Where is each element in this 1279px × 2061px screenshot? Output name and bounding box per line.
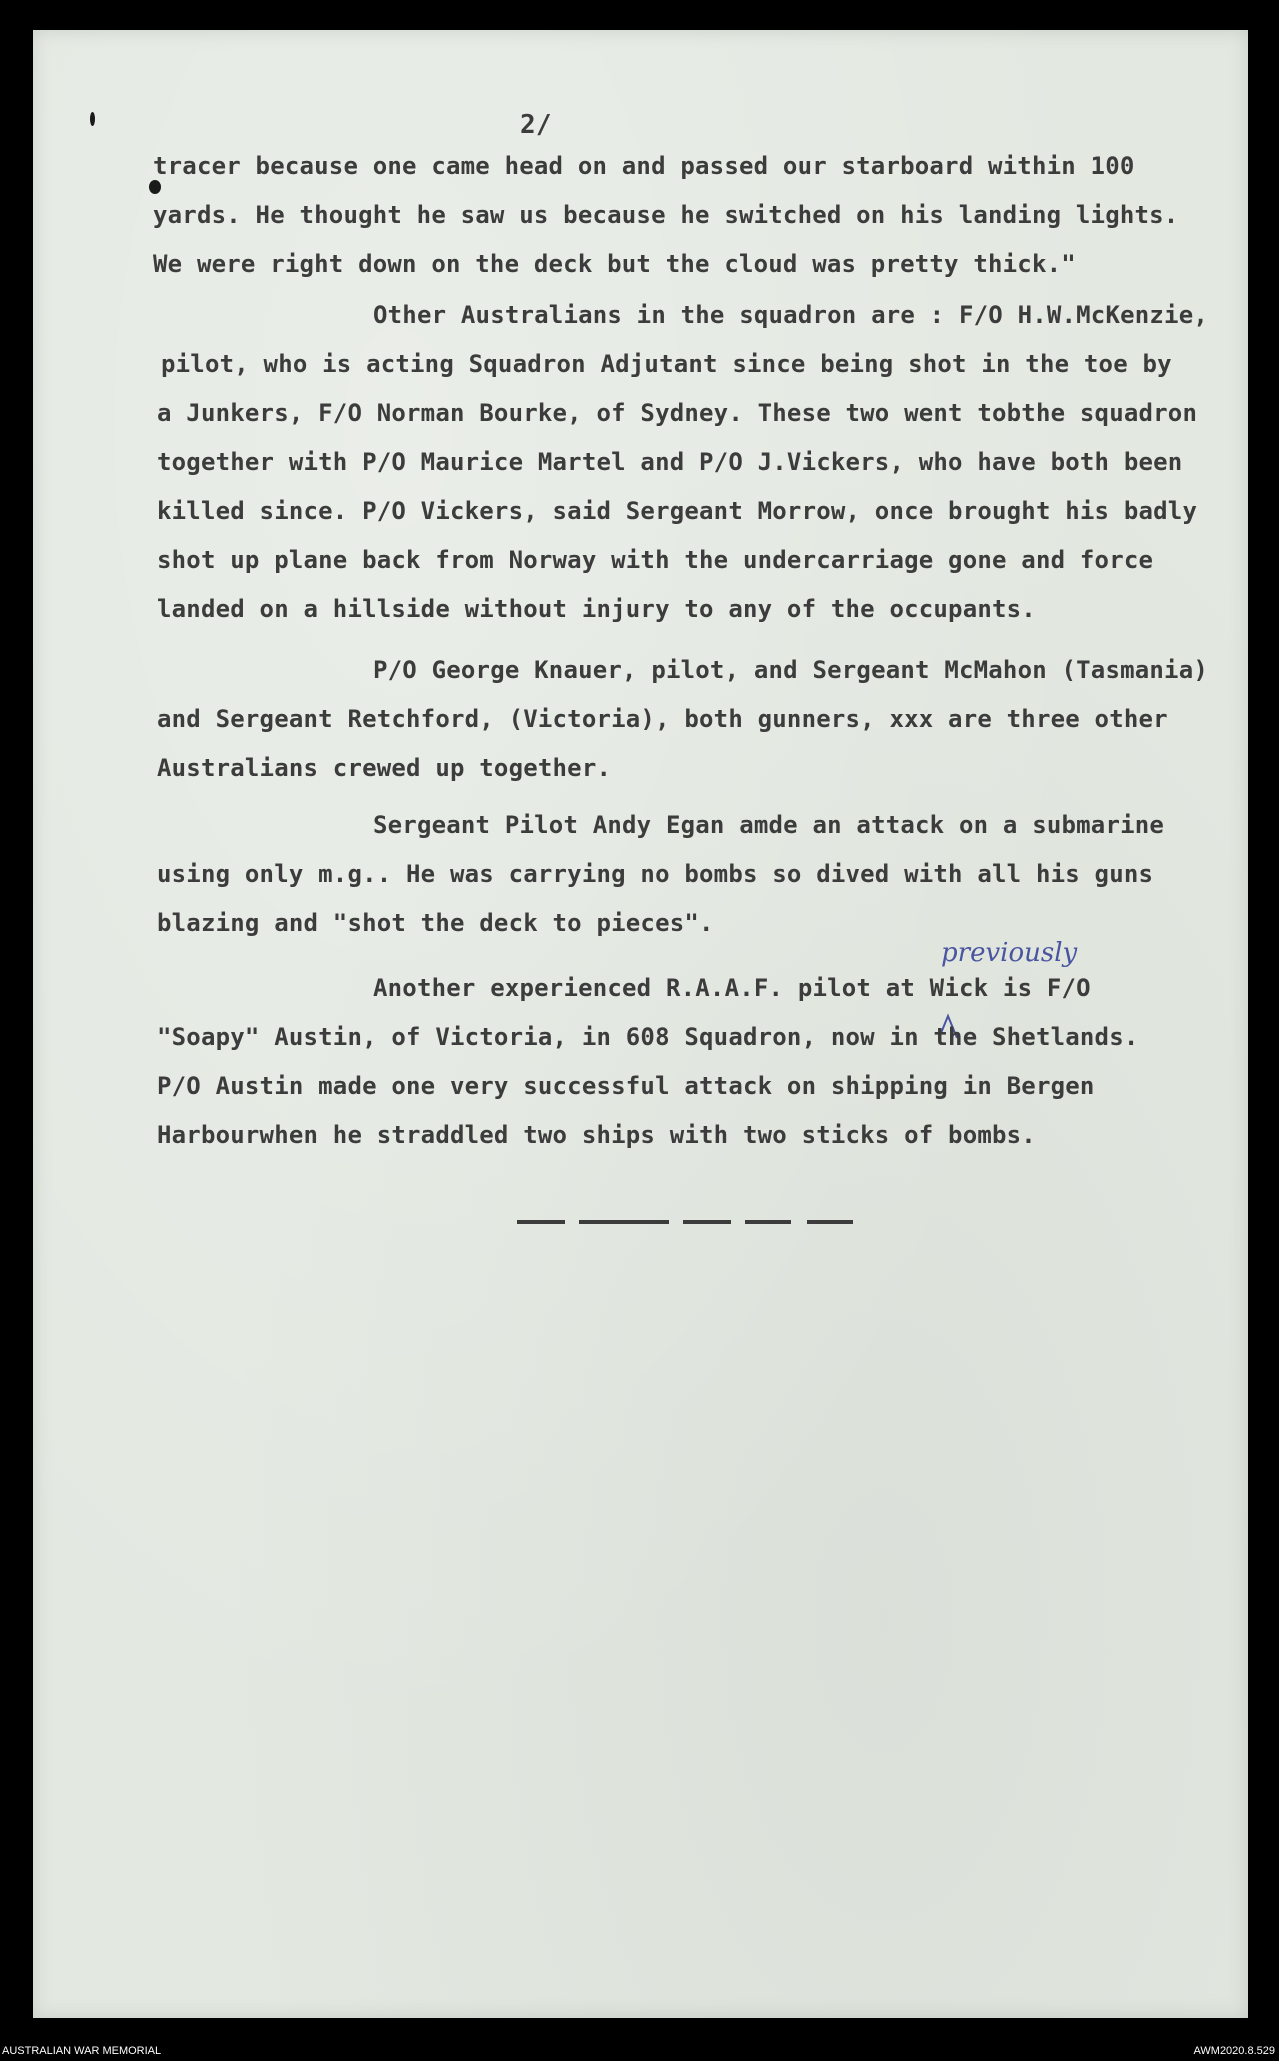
text-line: and Sergeant Retchford, (Victoria), both gunners, xxx are three other (157, 705, 1168, 733)
text-line: Sergeant Pilot Andy Egan amde an attack on a submarine (373, 811, 1165, 839)
text-line: blazing and "shot the deck to pieces". (157, 909, 714, 937)
archive-accession-number: AWM2020.8.529 (1193, 2045, 1275, 2057)
text-line: P/O George Knauer, pilot, and Sergeant McMahon (Tasmania) (373, 656, 1209, 684)
text-line: "Soapy" Austin, of Victoria, in 608 Squadron, now in the Shetlands. (157, 1023, 1139, 1051)
text-line: pilot, who is acting Squadron Adjutant since being shot in the toe by (161, 350, 1172, 378)
text-line: together with P/O Maurice Martel and P/O J.Vickers, who have both been (157, 448, 1183, 476)
text-line: shot up plane back from Norway with the undercarriage gone and force (157, 546, 1154, 574)
text-line: Another experienced R.A.A.F. pilot at Wick is F/O (373, 974, 1091, 1002)
text-line: landed on a hillside without injury to any of the occupants. (157, 595, 1036, 623)
text-line: killed since. P/O Vickers, said Sergeant Morrow, once brought his badly (157, 497, 1198, 525)
text-line: P/O Austin made one very successful attack on shipping in Bergen (157, 1072, 1095, 1100)
text-line: We were right down on the deck but the cloud was pretty thick." (153, 250, 1076, 278)
text-line: a Junkers, F/O Norman Bourke, of Sydney. These two went tobthe squadron (157, 399, 1198, 427)
text-line: tracer because one came head on and passed our starboard within 100 (153, 152, 1135, 180)
text-line: Other Australians in the squadron are : F/O H.W.McKenzie, (373, 301, 1209, 329)
text-line: Australians crewed up together. (157, 754, 612, 782)
text-line: yards. He thought he saw us because he switched on his landing lights. (153, 201, 1179, 229)
text-line: Harbourwhen he straddled two ships with two sticks of bombs. (157, 1121, 1036, 1149)
archive-credit: AUSTRALIAN WAR MEMORIAL (2, 2045, 162, 2057)
ink-blot (149, 180, 161, 194)
text-line: using only m.g.. He was carrying no bombs so dived with all his guns (157, 860, 1154, 888)
end-divider (517, 1220, 857, 1226)
typed-page (33, 30, 1248, 2018)
page-number: 2/ (520, 110, 552, 140)
handwritten-insertion: previously (941, 938, 1078, 968)
punch-hole (90, 112, 95, 126)
